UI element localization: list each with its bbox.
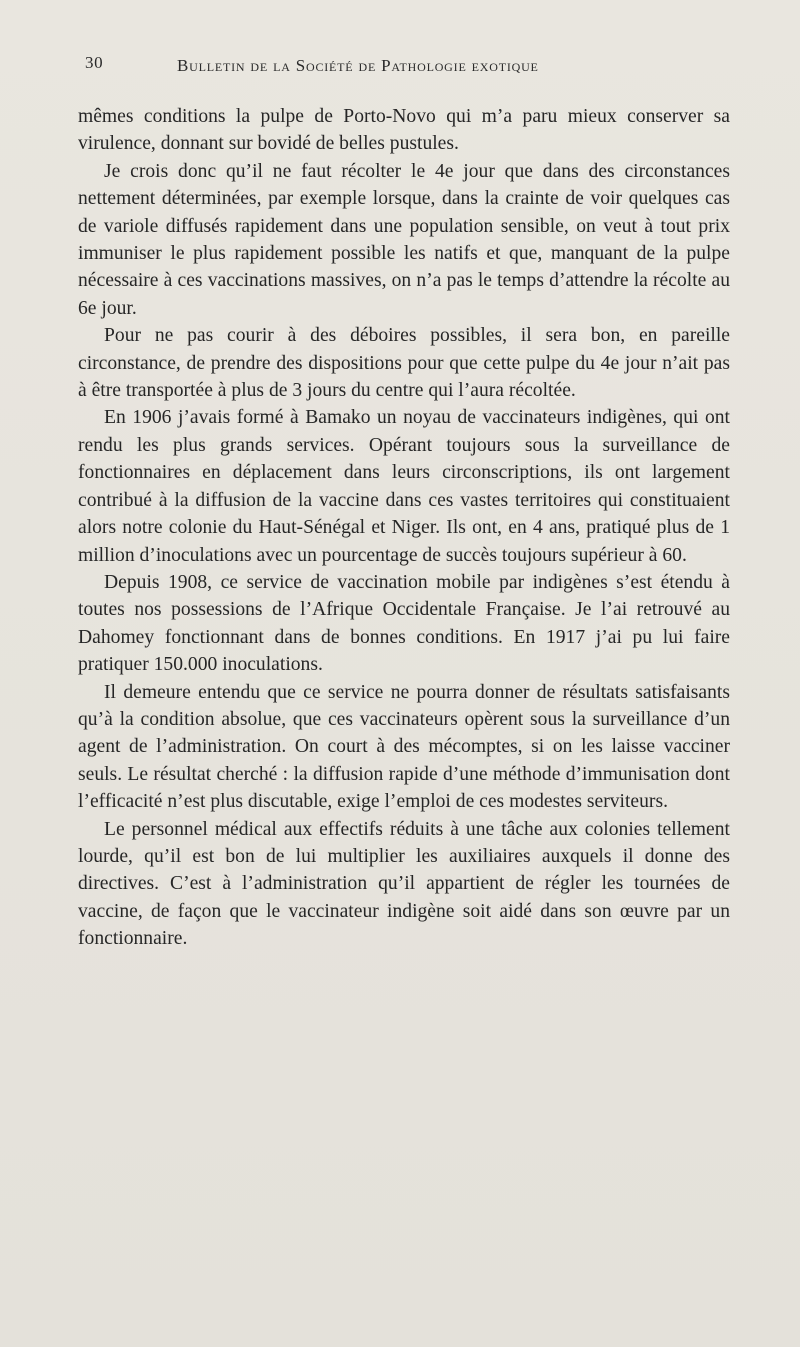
article-body xyxy=(78,103,730,953)
paragraph: En 1906 j’avais formé à Bamako un noyau de vaccinateurs indigènes, qui ont rendu les plus grands services. Opérant toujours sous la surveillance de fonctionnaires en déplacement dans leurs circonscriptions, ils ont largement contribué à la diffusion de la vaccine dans ces vastes territoires qui constituaient alors notre colonie du Haut-Sénégal et Niger. Ils ont, en 4 ans, pratiqué plus de 1 million d’inoculations avec un pourcentage de succès toujours supérieur à 60. xyxy=(78,407,730,566)
page-header xyxy=(85,53,735,83)
paragraph: Pour ne pas courir à des déboires possibles, il sera bon, en pareille circonstance, de prendre des dispositions pour que cette pulpe du 4e jour n’ait pas à être transportée à plus de 3 jours du centre qui l’aura récoltée. xyxy=(78,325,730,402)
paragraph: Le personnel médical aux effectifs réduits à une tâche aux colonies tellement lourde, qu’il est bon de lui multiplier les auxiliaires auxquels il donne des directives. C’est à l’administration qu’il appartient de régler les tournées de vaccine, de façon que le vaccinateur indigène soit aidé dans son œuvre par un fonctionnaire. xyxy=(78,818,730,950)
paragraph: Il demeure entendu que ce service ne pourra donner de résultats satisfaisants qu’à la condition absolue, que ces vaccinateurs opèrent sous la surveillance d’un agent de l’administration. On court à des mécomptes, si on les laisse vacciner seuls. Le résultat cherché : la diffusion rapide d’une méthode d’immunisation dont l’efficacité n’est plus discutable, exige l’emploi de ces modestes serviteurs. xyxy=(78,681,730,813)
paragraph: mêmes conditions la pulpe de Porto-Novo qui m’a paru mieux conserver sa virulence, donnant sur bovidé de belles pustules. xyxy=(78,106,730,155)
paragraph: Depuis 1908, ce service de vaccination mobile par indigènes s’est étendu à toutes nos possessions de l’Afrique Occidentale Française. Je l’ai retrouvé au Dahomey fonctionnant dans de bonnes conditions. En 1917 j’ai pu lui faire pratiquer 150.000 inoculations. xyxy=(78,571,730,676)
page-number: 30 xyxy=(85,53,104,72)
paragraph: Je crois donc qu’il ne faut récolter le 4e jour que dans des circonstances nettement déterminées, par exemple lorsque, dans la crainte de voir quelques cas de variole diffusés rapidement dans une population sensible, on veut à tout prix immuniser le plus rapidement possible les natifs et que, manquant de la pulpe nécessaire à ces vaccinations massives, on n’a pas le temps d’attendre la récolte au 6e jour. xyxy=(78,160,730,319)
running-head: Bulletin de la Société de Pathologie exotique xyxy=(177,56,539,75)
